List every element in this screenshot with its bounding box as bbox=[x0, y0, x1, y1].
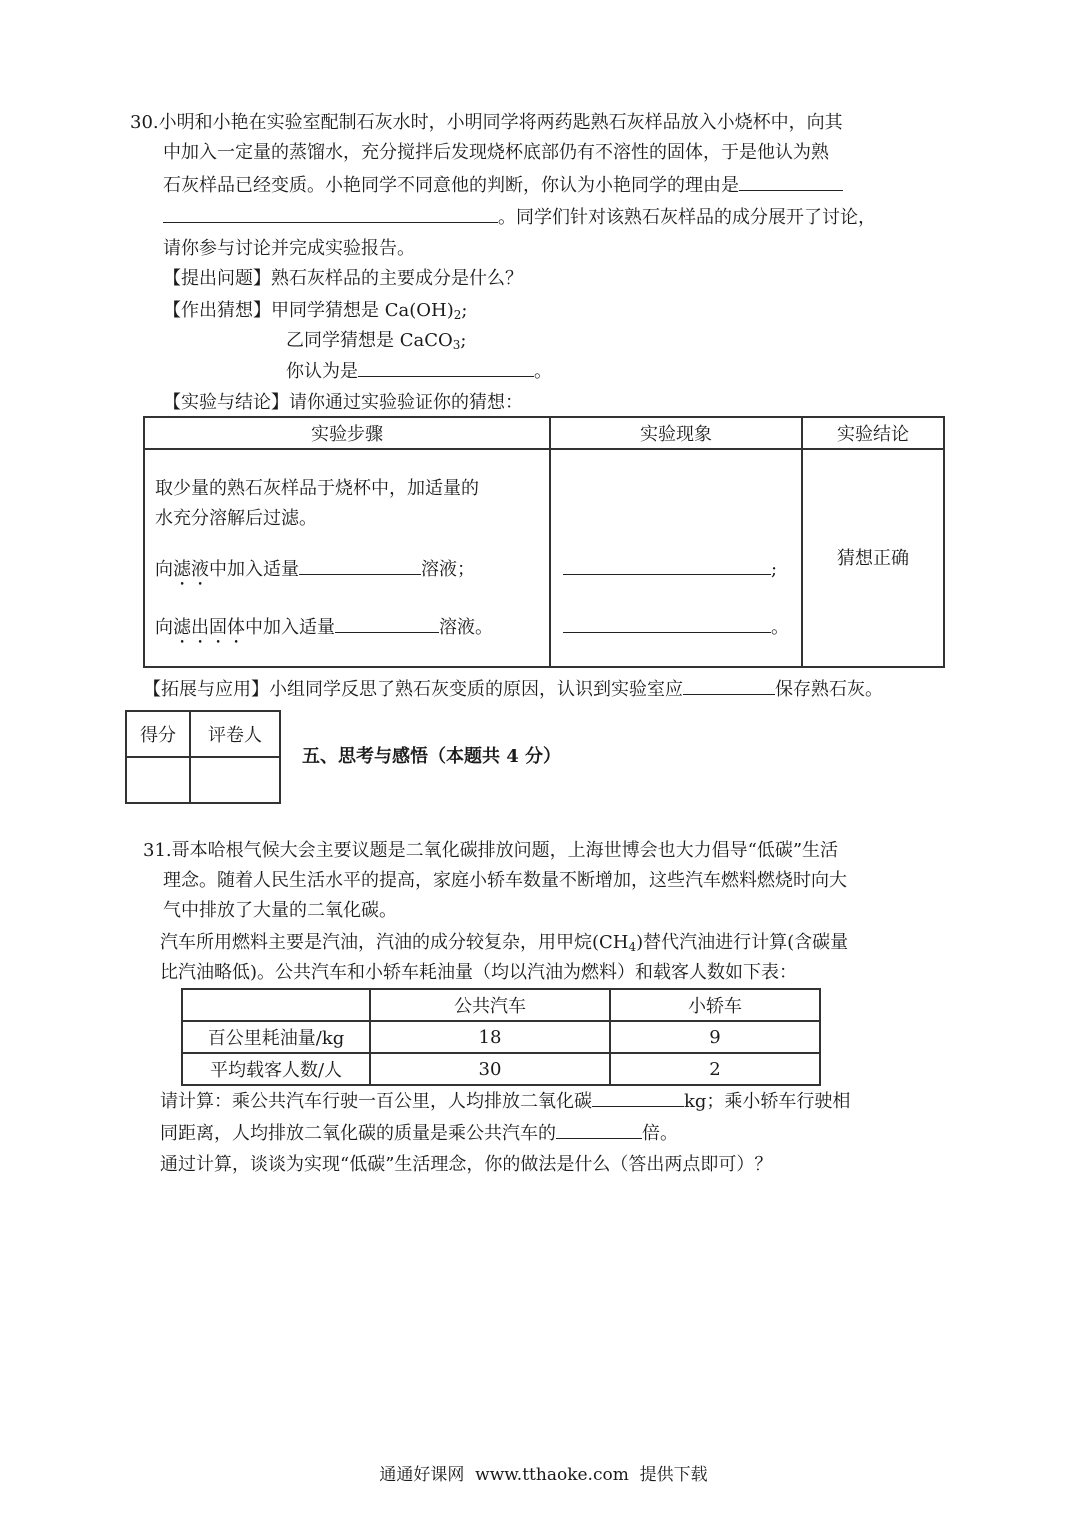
q30-line2: 中加入一定量的蒸馏水，充分搅拌后发现烧杯底部仍有不溶性的固体，于是他认为熟 bbox=[163, 142, 829, 163]
step1: 取少量的熟石灰样品于烧杯中，加适量的 bbox=[155, 478, 479, 499]
fuel-table bbox=[181, 988, 821, 1086]
row-bus: 18 bbox=[370, 1021, 610, 1053]
step3 bbox=[155, 614, 493, 648]
raise-question: 【提出问题】熟石灰样品的主要成分是什么？ bbox=[163, 268, 523, 289]
step2 bbox=[155, 556, 475, 590]
q31-line4-a: 汽车所用燃料主要是汽油，汽油的成分较复杂，用甲烷(CH bbox=[160, 932, 629, 953]
q30-line4-text: 。同学们针对该熟石灰样品的成分展开了讨论， bbox=[498, 207, 876, 228]
step1b: 水充分溶解后过滤。 bbox=[155, 508, 317, 529]
step3-a: 向 bbox=[155, 617, 173, 638]
experiment-intro: 【实验与结论】请你通过实验验证你的猜想： bbox=[163, 392, 523, 413]
q31-line4-b: )替代汽油进行计算(含碳量 bbox=[636, 932, 849, 953]
step2-a: 向 bbox=[155, 559, 173, 580]
hypothesis-b-end: ; bbox=[460, 330, 467, 351]
fuel-header-car: 小轿车 bbox=[610, 989, 820, 1021]
calc-line1 bbox=[160, 1088, 850, 1115]
row-bus: 30 bbox=[370, 1053, 610, 1085]
row-car: 9 bbox=[610, 1021, 820, 1053]
score-input-cell[interactable] bbox=[126, 757, 190, 803]
header-steps: 实验步骤 bbox=[144, 417, 550, 449]
table-row bbox=[182, 1021, 820, 1053]
calc-c: 同距离，人均排放二氧化碳的质量是乘公共汽车的 bbox=[160, 1123, 556, 1144]
row-car: 2 bbox=[610, 1053, 820, 1085]
step2-reagent-blank[interactable] bbox=[299, 556, 421, 575]
header-conclusion: 实验结论 bbox=[802, 417, 944, 449]
step3-c: 溶液。 bbox=[439, 617, 493, 638]
hypothesis-blank[interactable] bbox=[358, 358, 534, 377]
q31-line1: 31.哥本哈根气候大会主要议题是二氧化碳排放问题，上海世博会也大力倡导“低碳”生活 bbox=[143, 840, 839, 861]
hypothesis-c-line bbox=[286, 358, 552, 385]
hypothesis-a-end: ; bbox=[461, 300, 468, 321]
q30-line3-text: 石灰样品已经变质。小艳同学不同意他的判断，你认为小艳同学的理由是 bbox=[163, 175, 739, 196]
footer: 通通好课网 www.tthaoke.com 提供下载 bbox=[379, 1465, 708, 1485]
calc-line2 bbox=[160, 1120, 678, 1147]
step2-b: 中加入适量 bbox=[209, 559, 299, 580]
q31-line5: 比汽油略低)。公共汽车和小轿车耗油量（均以汽油为燃料）和载客人数如下表： bbox=[160, 962, 798, 983]
hypothesis-c-end: 。 bbox=[534, 361, 552, 382]
conclusion-cell: 猜想正确 bbox=[802, 449, 944, 667]
calc-d: 倍。 bbox=[642, 1123, 678, 1144]
phenomenon-1 bbox=[563, 556, 777, 583]
extension-b: 保存熟石灰。 bbox=[775, 679, 883, 700]
q30-line4 bbox=[163, 204, 876, 231]
steps-cell bbox=[144, 449, 550, 667]
phenomenon-end-2: 。 bbox=[771, 617, 789, 638]
hypothesis-label: 【作出猜想】 bbox=[163, 300, 271, 321]
step3-b: 中加入适量 bbox=[245, 617, 335, 638]
final-question: 通过计算，谈谈为实现“低碳”生活理念，你的做法是什么（答出两点即可）？ bbox=[160, 1154, 773, 1175]
bus-co2-blank[interactable] bbox=[592, 1088, 684, 1107]
table-row bbox=[182, 1053, 820, 1085]
header-phenomenon: 实验现象 bbox=[550, 417, 802, 449]
phenomenon-cell bbox=[550, 449, 802, 667]
hypothesis-b-sub: 3 bbox=[452, 338, 461, 352]
calc-a: 请计算：乘公共汽车行驶一百公里，人均排放二氧化碳 bbox=[160, 1091, 592, 1112]
reason-blank-cont[interactable] bbox=[163, 204, 498, 223]
hypothesis-c: 你认为是 bbox=[286, 361, 358, 382]
q31-line4-sub: 4 bbox=[628, 940, 637, 954]
score-label: 得分 bbox=[126, 711, 190, 757]
hypothesis-b: 乙同学猜想是 CaCO bbox=[286, 330, 453, 351]
step2-c: 溶液； bbox=[421, 559, 475, 580]
q30-line1: 30.小明和小艳在实验室配制石灰水时，小明同学将两药匙熟石灰样品放入小烧杯中，向其 bbox=[130, 112, 843, 133]
q30-line3 bbox=[163, 172, 843, 199]
hypothesis-a: 甲同学猜想是 Ca(OH) bbox=[271, 300, 454, 321]
reason-blank[interactable] bbox=[739, 172, 843, 191]
phenomenon-blank-2[interactable] bbox=[563, 614, 771, 633]
grader-label: 评卷人 bbox=[190, 711, 280, 757]
fuel-header-bus: 公共汽车 bbox=[370, 989, 610, 1021]
step3-reagent-blank[interactable] bbox=[335, 614, 439, 633]
q31-line3: 气中排放了大量的二氧化碳。 bbox=[163, 900, 397, 921]
phenomenon-blank-1[interactable] bbox=[563, 556, 771, 575]
q30-line5: 请你参与讨论并完成实验报告。 bbox=[163, 238, 415, 259]
storage-blank[interactable] bbox=[683, 676, 775, 695]
extension-a: 【拓展与应用】小组同学反思了熟石灰变质的原因，认识到实验室应 bbox=[143, 679, 683, 700]
phenomenon-2 bbox=[563, 614, 789, 641]
q31-line2: 理念。随着人民生活水平的提高，家庭小轿车数量不断增加，这些汽车燃料燃烧时向大 bbox=[163, 870, 847, 891]
step2-filtrate: 滤液 bbox=[173, 559, 209, 580]
extension-line bbox=[143, 676, 883, 703]
hypothesis-a-sub: 2 bbox=[453, 308, 462, 322]
grader-input-cell[interactable] bbox=[190, 757, 280, 803]
row-label: 平均载客人数/人 bbox=[182, 1053, 370, 1085]
step3-solid: 滤出固体 bbox=[173, 617, 245, 638]
section5-title: 五、思考与感悟（本题共 4 分） bbox=[302, 746, 562, 767]
experiment-table bbox=[143, 416, 945, 668]
row-label: 百公里耗油量/kg bbox=[182, 1021, 370, 1053]
ratio-blank[interactable] bbox=[556, 1120, 642, 1139]
calc-b: kg；乘小轿车行驶相 bbox=[684, 1091, 851, 1112]
score-box bbox=[125, 710, 281, 804]
hypothesis-a-line bbox=[163, 298, 467, 324]
phenomenon-end-1: ; bbox=[771, 559, 778, 580]
q31-line4 bbox=[160, 930, 848, 956]
fuel-header-blank bbox=[182, 989, 370, 1021]
hypothesis-b-line bbox=[286, 328, 466, 354]
